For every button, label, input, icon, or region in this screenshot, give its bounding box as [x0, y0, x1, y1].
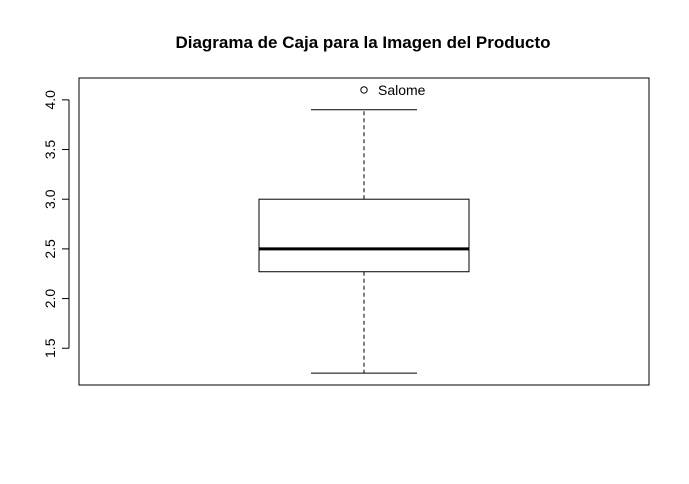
y-axis: [42, 90, 69, 358]
outlier-point: [361, 87, 367, 93]
y-tick-label: 3.5: [42, 139, 58, 160]
outlier-label: Salome: [378, 81, 426, 98]
y-tick-label: 3.0: [42, 189, 58, 209]
iqr-box: [259, 199, 469, 272]
y-tick-label: 4.0: [42, 90, 58, 110]
outliers: [361, 82, 426, 98]
boxplot: [259, 110, 469, 373]
y-tick-label: 2.5: [42, 239, 58, 259]
y-tick-label: 1.5: [42, 338, 58, 358]
chart-title: Diagrama de Caja para la Imagen del Producto: [175, 33, 551, 52]
y-tick-label: 2.0: [42, 288, 58, 309]
